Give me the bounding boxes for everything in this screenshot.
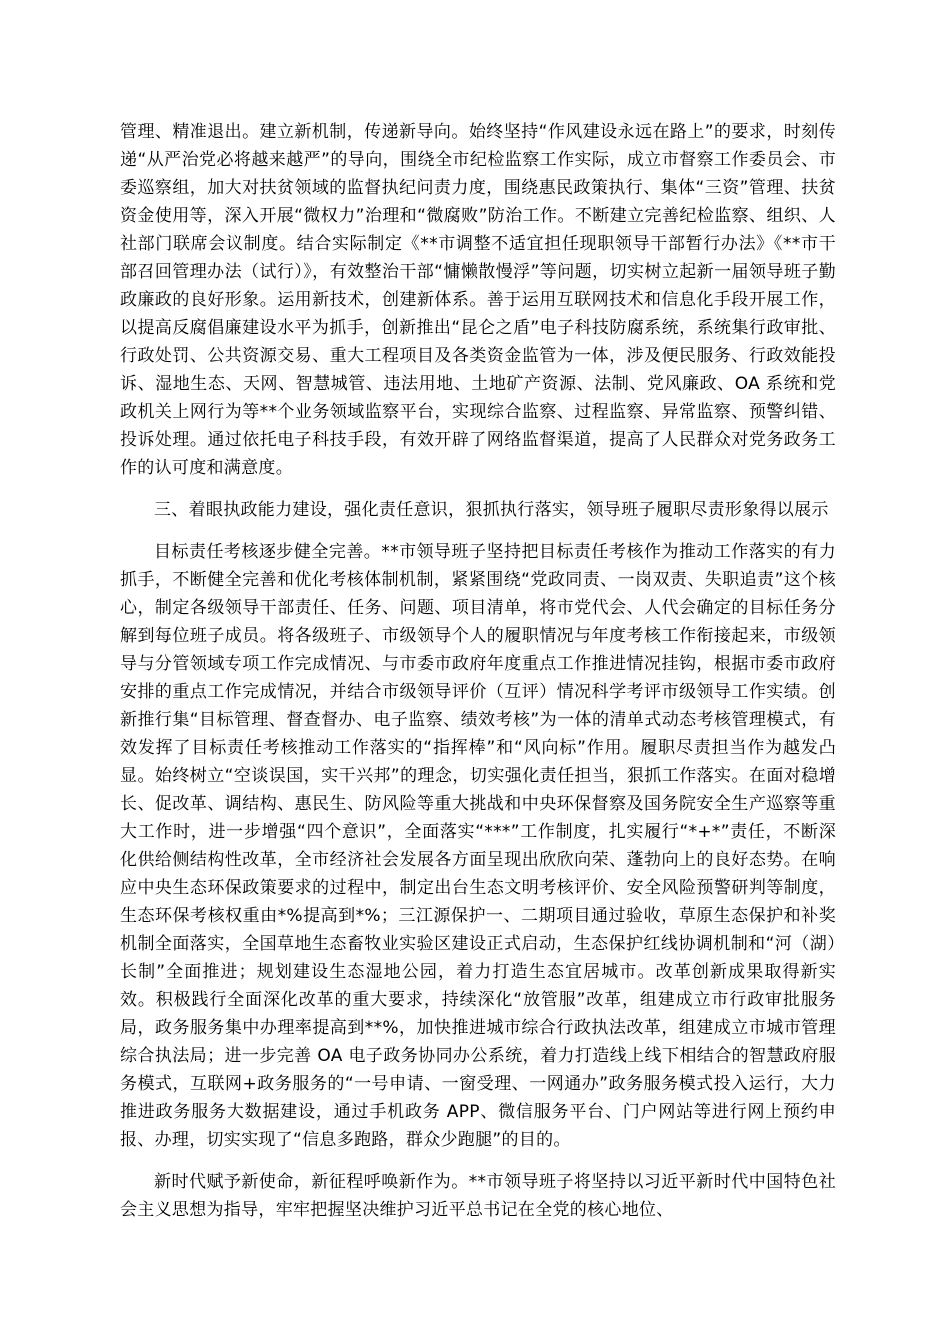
section-heading: 三、着眼执政能力建设，强化责任意识，狠抓执行落实，领导班子履职尽责形象得以展示 — [154, 500, 829, 520]
paragraph-closing: 新时代赋予新使命，新征程呼唤新作为。**市领导班子将坚持以习近平新时代中国特色社会主义思想为指导，牢牢把握坚决维护习近平总书记在全党的核心地位、 — [120, 1172, 836, 1220]
paragraph-continued: 管理、精准退出。建立新机制，传递新导向。始终坚持“作风建设永远在路上”的要求，时刻传递“从严治党必将越来越严”的导向，围绕全市纪检监察工作实际，成立市督察工作委员会、市委巡察组，加大对扶贫领域的监督执纪问责力度，围绕惠民政策执行、集体“三资”管理、扶贫资金使用等，深入开展“微权力”治理和“微腐败”防治工作。不断建立完善纪检监察、组织、人社部门联席会议制度。结合实际制定《**市调整不适宜担任现职领导干部暂行办法》《**市干部召回管理办法（试行）》，有效整治干部“慵懒散慢浮”等问题，切实树立起新一届领导班子勤政廉政的良好形象。运用新技术，创建新体系。善于运用互联网技术和信息化手段开展工作，以提高反腐倡廉建设水平为抓手，创新推出“昆仑之盾”电子科技防腐系统，系统集行政审批、行政处罚、公共资源交易、重大工程项目及各类资金监管为一体，涉及便民服务、行政效能投诉、湿地生态、天网、智慧城管、违法用地、土地矿产资源、法制、党风廉政、OA 系统和党政机关上网行为等**个业务领域监察平台，实现综合监察、过程监察、异常监察、预警纠错、投诉处理。通过依托电子科技手段，有效开辟了网络监督渠道，提高了人民群众对党务政务工作的认可度和满意度。 — [120, 122, 836, 478]
paragraph-body: 目标责任考核逐步健全完善。**市领导班子坚持把目标责任考核作为推动工作落实的有力抓手，不断健全完善和优化考核体制机制，紧紧围绕“党政同责、一岗双责、失职追责”这个核心，制定各级领导干部责任、任务、问题、项目清单，将市党代会、人代会确定的目标任务分解到每位班子成员。将各级班子、市级领导个人的履职情况与年度考核工作衔接起来，市级领导与分管领域专项工作完成情况、与市委市政府年度重点工作推进情况挂钩，根据市委市政府安排的重点工作完成情况，并结合市级领导评价（互评）情况科学考评市级领导工作实绩。创新推行集“目标管理、督查督办、电子监察、绩效考核”为一体的清单式动态考核管理模式，有效发挥了目标责任考核推动工作落实的“指挥棒”和“风向标”作用。履职尽责担当作为越发凸显。始终树立“空谈误国，实干兴邦”的理念，切实强化责任担当，狠抓工作落实。在面对稳增长、促改革、调结构、惠民生、防风险等重大挑战和中央环保督察及国务院安全生产巡察等重大工作时，进一步增强“四个意识”，全面落实“***”工作制度，扎实履行“*+*”责任，不断深化供给侧结构性改革，全市经济社会发展各方面呈现出欣欣向荣、蓬勃向上的良好态势。在响应中央生态环保政策要求的过程中，制定出台生态文明考核评价、安全风险预警研判等制度，生态环保考核权重由*%提高到*%；三江源保护一、二期项目通过验收，草原生态保护和补奖机制全面落实，全国草地生态畜牧业实验区建设正式启动，生态保护红线协调机制和“河（湖）长制”全面推进；规划建设生态湿地公园，着力打造生态宜居城市。改革创新成果取得新实效。积极践行全面深化改革的重大要求，持续深化“放管服”改革，组建成立市行政审批服务局，政务服务集中办理率提高到**%，加快推进城市综合行政执法改革，组建成立市城市管理综合执法局；进一步完善 OA 电子政务协同办公系统，着力打造线上线下相结合的智慧政府服务模式，互联网+政务服务的“一号申请、一窗受理、一网通办”政务服务模式投入运行，大力推进政务服务大数据建设，通过手机政务 APP、微信服务平台、门户网站等进行网上预约申报、办理，切实实现了“信息多跑路，群众少跑腿”的目的。 — [120, 542, 836, 1150]
document-body — [120, 118, 836, 1224]
